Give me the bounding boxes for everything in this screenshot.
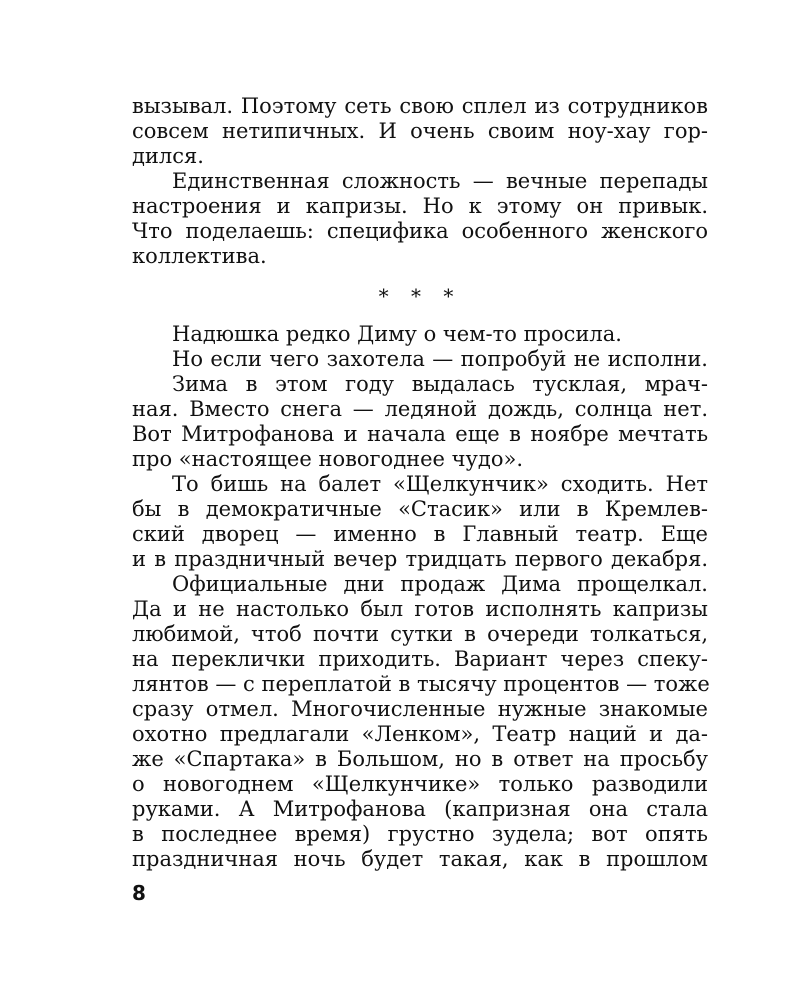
text-line: про «настоящее новогоднее чудо». xyxy=(132,447,523,471)
text-line: дился. xyxy=(132,144,204,168)
text-line: и в праздничный вечер тридцать первого декабря. xyxy=(132,547,708,571)
text-line: коллектива. xyxy=(132,244,267,268)
text-line: на переклички приходить. Вариант через спеку- xyxy=(132,647,708,671)
text-line: Зима в этом году выдалась тусклая, мрач- xyxy=(172,372,708,396)
text-line: Единственная сложность — вечные перепады xyxy=(172,169,708,193)
text-line: ский дворец — именно в Главный театр. Еще xyxy=(132,522,708,546)
text-line: То бишь на балет «Щелкунчик» сходить. Нет xyxy=(172,472,708,496)
page-number: 8 xyxy=(132,881,146,905)
text-line: бы в демократичные «Стасик» или в Кремлев- xyxy=(132,497,708,521)
book-page-text xyxy=(132,94,708,872)
text-line: лянтов — с переплатой в тысячу процентов — тоже xyxy=(132,672,710,696)
text-line: сразу отмел. Многочисленные нужные знакомые xyxy=(132,697,708,721)
text-line: Надюшка редко Диму о чем-то просила. xyxy=(172,322,622,346)
text-line: Да и не настолько был готов исполнять капризы xyxy=(132,597,708,621)
text-line: же «Спартака» в Большом, но в ответ на просьбу xyxy=(132,747,708,771)
section-separator: * * * xyxy=(378,284,462,308)
text-line: настроения и капризы. Но к этому он привык. xyxy=(132,194,708,218)
text-line: Официальные дни продаж Дима прощелкал. xyxy=(172,572,708,596)
text-line: Что поделаешь: специфика особенного женского xyxy=(132,219,708,243)
text-line: охотно предлагали «Ленком», Театр наций и да- xyxy=(132,722,708,746)
text-line: любимой, чтоб почти сутки в очереди толкаться, xyxy=(132,622,708,646)
text-line: совсем нетипичных. И очень своим ноу-хау гор- xyxy=(132,119,708,143)
text-line: вызывал. Поэтому сеть свою сплел из сотрудников xyxy=(132,94,708,118)
text-line: ная. Вместо снега — ледяной дождь, солнца нет. xyxy=(132,397,708,421)
text-line: праздничная ночь будет такая, как в прошлом xyxy=(132,847,708,871)
text-line: Вот Митрофанова и начала еще в ноябре мечтать xyxy=(132,422,708,446)
text-line: о новогоднем «Щелкунчике» только разводили xyxy=(132,772,708,796)
text-line: в последнее время) грустно зудела; вот опять xyxy=(132,822,708,846)
text-line: Но если чего захотела — попробуй не исполни. xyxy=(172,347,708,371)
text-line: руками. А Митрофанова (капризная она стала xyxy=(132,797,708,821)
